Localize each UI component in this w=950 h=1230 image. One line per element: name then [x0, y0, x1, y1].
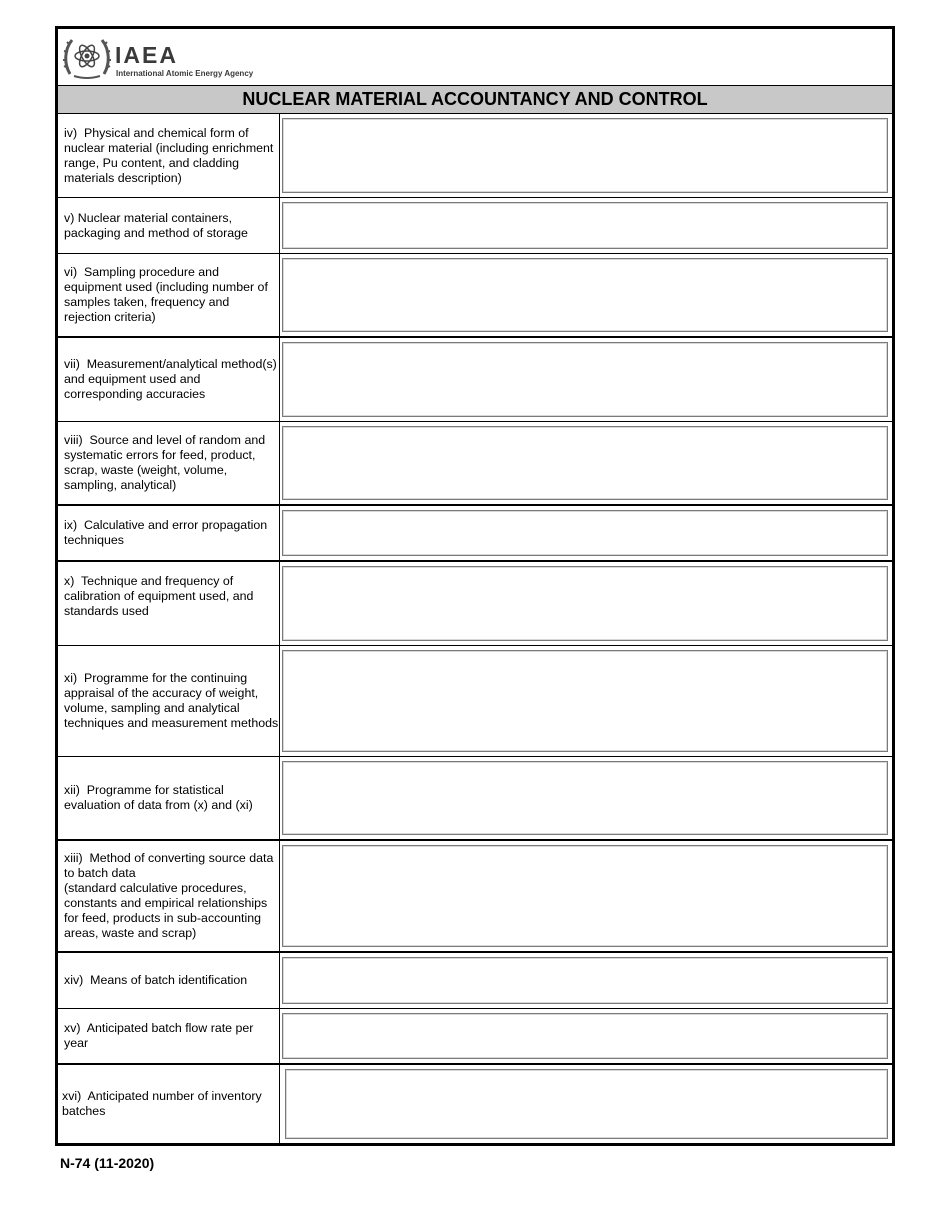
accuracy-appraisal-field[interactable]	[282, 650, 888, 752]
batch-data-conversion-field[interactable]	[282, 845, 888, 947]
field-label: xiii) Method of converting source data to batch data (standard calculative procedures, constants and empirical relationships for feed, products in sub-accounting areas, waste and scrap)	[64, 851, 274, 940]
form-frame	[55, 26, 895, 1146]
statistical-evaluation-field[interactable]	[282, 761, 888, 835]
form-code: N-74 (11-2020)	[60, 1155, 155, 1171]
containers-packaging-field[interactable]	[282, 202, 888, 249]
sampling-procedure-field[interactable]	[282, 258, 888, 332]
form-row	[58, 338, 892, 422]
iaea-emblem-icon	[62, 34, 112, 80]
field-label-cell	[58, 562, 280, 645]
field-label-cell	[58, 422, 280, 504]
form-row	[58, 757, 892, 841]
field-label-cell	[58, 114, 280, 197]
form-row	[58, 841, 892, 953]
logo-area	[58, 29, 892, 86]
field-label: ix) Calculative and error propagation techniques	[64, 518, 268, 547]
form-row	[58, 254, 892, 338]
field-label: viii) Source and level of random and systematic errors for feed, product, scrap, waste (weight, volume, sampling, analytical)	[64, 433, 266, 492]
form-row	[58, 1009, 892, 1065]
form-row	[58, 198, 892, 254]
form-row	[58, 1065, 892, 1143]
field-label: xvi) Anticipated number of inventory batches	[62, 1089, 262, 1118]
measurement-method-field[interactable]	[282, 342, 888, 417]
field-label-cell	[58, 198, 280, 253]
field-label-cell	[58, 953, 280, 1008]
field-label: xv) Anticipated batch flow rate per year	[64, 1021, 254, 1050]
field-label: xiv) Means of batch identification	[64, 973, 248, 987]
field-label-cell	[58, 646, 280, 756]
field-label-cell	[58, 254, 280, 336]
form-row	[58, 506, 892, 562]
field-label-cell	[58, 338, 280, 421]
field-label: vii) Measurement/analytical method(s) and equipment used and corresponding accuracies	[64, 357, 277, 401]
field-label-cell	[58, 506, 280, 560]
form-row	[58, 646, 892, 757]
field-label-cell	[58, 1065, 280, 1143]
field-label: v) Nuclear material containers, packaging and method of storage	[64, 210, 248, 240]
page-title: NUCLEAR MATERIAL ACCOUNTANCY AND CONTROL	[58, 86, 892, 114]
logo-wordmark: IAEA	[115, 42, 178, 68]
inventory-batches-field[interactable]	[285, 1069, 888, 1139]
field-label: vi) Sampling procedure and equipment used (including number of samples taken, frequency and rejection criteria)	[64, 265, 268, 324]
field-label-cell	[58, 757, 280, 839]
form-row	[58, 114, 892, 198]
field-label-cell	[58, 1009, 280, 1063]
field-label: x) Technique and frequency of calibration of equipment used, and standards used	[64, 574, 254, 618]
field-label-cell	[58, 841, 280, 951]
field-label: iv) Physical and chemical form of nuclear material (including enrichment range, Pu content, and cladding materials description)	[64, 125, 274, 185]
form-row	[58, 953, 892, 1009]
form-row	[58, 422, 892, 506]
batch-flow-rate-field[interactable]	[282, 1013, 888, 1059]
calibration-technique-field[interactable]	[282, 566, 888, 641]
field-label: xii) Programme for statistical evaluation of data from (x) and (xi)	[64, 783, 253, 812]
error-propagation-field[interactable]	[282, 510, 888, 556]
field-label: xi) Programme for the continuing appraisal of the accuracy of weight, volume, sampling and analytical techniques and measurement methods	[64, 671, 279, 730]
physical-chemical-form-field[interactable]	[282, 118, 888, 193]
form-row	[58, 562, 892, 646]
batch-identification-field[interactable]	[282, 957, 888, 1004]
error-source-field[interactable]	[282, 426, 888, 500]
logo-subtitle: International Atomic Energy Agency	[116, 69, 254, 78]
